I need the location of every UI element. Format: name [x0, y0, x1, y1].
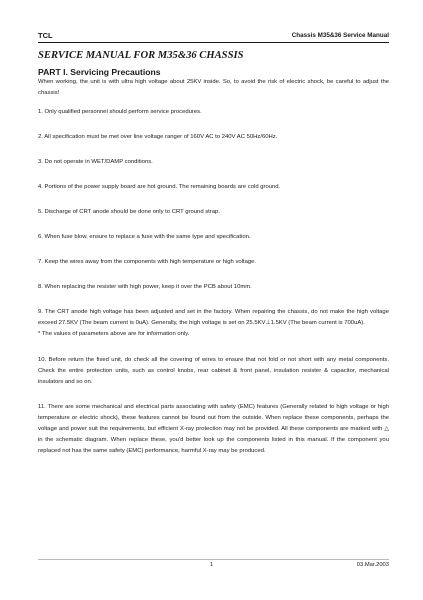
precaution-item-10: 10. Before return the fixed unit, do check all the covering of wires to ensure that not fold or not short with any metal components. Check the entire protection units, such as control knobs, rear cabinet & front panel, insulation resister & capacitor, mechanical insulators and so on.: [38, 357, 389, 385]
page-header: [38, 31, 389, 41]
header-rule: [38, 42, 389, 43]
precaution-item-7: 7. Keep the wires away from the components with high temperature or high voltage.: [38, 259, 257, 265]
precaution-item-11: [38, 402, 389, 457]
precaution-item-3: 3. Do not operate in WET/DAMP conditions.: [38, 159, 153, 165]
page-number: 1: [209, 562, 214, 568]
section-body: [38, 77, 389, 471]
item-11-text-end: in the schematic diagram. When replace these, you'd better look up the components listed in this manual. If the component you replaced not has the same safety (EMC) performance, harmful X-ray may be produced.: [38, 437, 389, 454]
section-heading: PART I. Servicing Precautions: [38, 67, 161, 77]
item-11-text-start: 11. There are some mechanical and electrical parts associating with safety (EMC) features (Generally related to high voltage or high temperature or electric shock), these features cannot be found out from the outside. When replace these components, perhaps the voltage and power suit the requirements, but efficient X-ray protection may not be provided. All these components are marked with: [38, 404, 389, 432]
safety-triangle-icon: △: [384, 426, 389, 432]
intro-paragraph: When working, the unit is with ultra high voltage about 25KV inside. So, to avoid the risk of electric shock, be careful to adjust the chassis!: [38, 79, 389, 96]
precaution-item-5: 5. Discharge of CRT anode should be done only to CRT ground strap.: [38, 209, 220, 215]
document-title: SERVICE MANUAL FOR M35&36 CHASSIS: [38, 50, 244, 61]
parameter-note: * The values of parameters above are for information only.: [38, 331, 190, 337]
precaution-item-6: 6. When fuse blow, ensure to replace a fuse with the same type and specification.: [38, 234, 251, 240]
precaution-item-2: 2. All specification must be met over line voltage ranger of 160V AC to 240V AC 50Hz/60Hz.: [38, 134, 278, 140]
header-manual-title: Chassis M35&36 Service Manual: [291, 32, 389, 39]
footer-date: 03.Mar.2003: [356, 562, 389, 568]
precaution-item-9: 9. The CRT anode high voltage has been adjusted and set in the factory. When repairing the chassis, do not make the high voltage exceed 27.5KV (The beam current is 0uA). Generally, the high voltage is set on 25.5KV⊥1.5KV (The beam current is 700uA).: [38, 309, 389, 326]
footer-rule: [38, 559, 389, 560]
precaution-item-8: 8. When replacing the resister with high power, keep it over the PCB about 10mm.: [38, 284, 252, 290]
brand-label: TCL: [38, 31, 53, 40]
precaution-item-4: 4. Portions of the power supply board are hot ground. The remaining boards are cold ground.: [38, 184, 281, 190]
precaution-item-1: 1. Only qualified personnel should perform service procedures.: [38, 109, 202, 115]
